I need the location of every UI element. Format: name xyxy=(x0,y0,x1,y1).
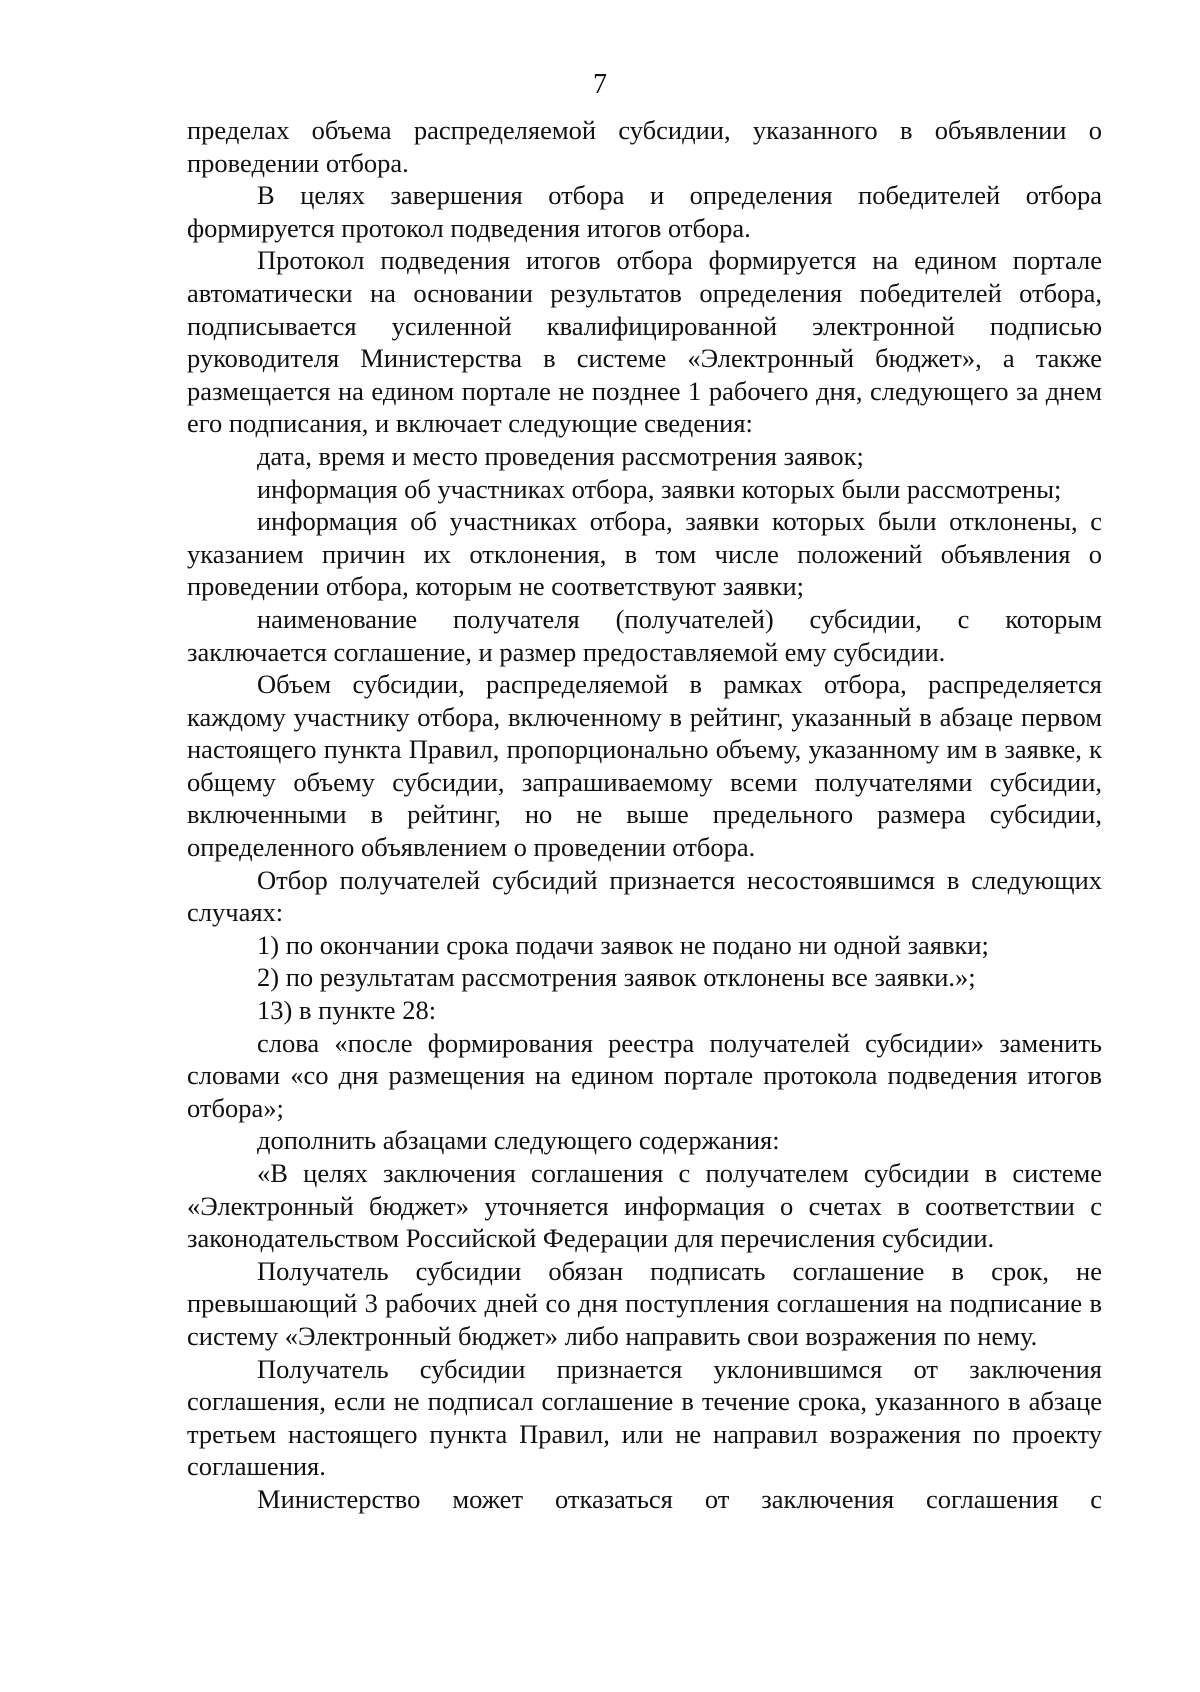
document-body xyxy=(187,114,1102,1516)
paragraph-continuation: пределах объема распределяемой субсидии, указанного в объявлении о проведении отбора. xyxy=(187,115,1102,178)
paragraph: дата, время и место проведения рассмотрения заявок; xyxy=(257,440,864,471)
list-item: 2) по результатам рассмотрения заявок отклонены все заявки.»; xyxy=(257,962,976,993)
paragraph: Получатель субсидии признается уклонившимся от заключения соглашения, если не подписал соглашение в течение срока, указанного в абзаце третьем настоящего пункта Правил, или не направил возражения по проекту соглашения. xyxy=(187,1353,1102,1482)
paragraph: информация об участниках отбора, заявки которых были отклонены, с указанием причин их отклонения, в том числе положений объявления о проведении отбора, которым не соответствуют заявки; xyxy=(187,506,1102,602)
paragraph: Отбор получателей субсидий признается несостоявшимся в следующих случаях: xyxy=(187,864,1102,928)
page-number: 7 xyxy=(593,69,607,100)
paragraph: Протокол подведения итогов отбора формируется на едином портале автоматически на основании результатов определения победителей отбора, подписывается усиленной квалифицированной электронной подписью руководителя Министерства в системе «Электронный бюджет», а также размещается на едином портале не позднее 1 рабочего дня, следующего за днем его подписания, и включает следующие сведения: xyxy=(187,245,1102,439)
list-item: 1) по окончании срока подачи заявок не подано ни одной заявки; xyxy=(257,929,989,960)
paragraph: наименование получателя (получателей) субсидии, с которым заключается соглашение, и размер предоставляемой ему субсидии. xyxy=(187,603,1102,667)
paragraph: Объем субсидии, распределяемой в рамках отбора, распределяется каждому участнику отбора, включенному в рейтинг, указанный в абзаце первом настоящего пункта Правил, пропорционально объему, указанному им в заявке, к общему объему субсидии, запрашиваемому всеми получателями субсидии, включенными в рейтинг, но не выше предельного размера субсидии, определенного объявлением о проведении отбора. xyxy=(187,669,1102,863)
paragraph-truncated: Министерство может отказаться от заключения соглашения с xyxy=(257,1483,1102,1514)
list-item: 13) в пункте 28: xyxy=(257,995,437,1026)
paragraph: дополнить абзацами следующего содержания: xyxy=(257,1125,780,1156)
paragraph: В целях завершения отбора и определения победителей отбора формируется протокол подведения итогов отбора. xyxy=(187,180,1102,243)
paragraph: слова «после формирования реестра получателей субсидии» заменить словами «со дня размещения на едином портале протокола подведения итогов отбора»; xyxy=(187,1027,1102,1123)
paragraph: Получатель субсидии обязан подписать соглашение в срок, не превышающий 3 рабочих дней со дня поступления соглашения на подписание в систему «Электронный бюджет» либо направить свои возражения по нему. xyxy=(187,1255,1102,1351)
paragraph: «В целях заключения соглашения с получателем субсидии в системе «Электронный бюджет» уточняется информация о счетах в соответствии с законодательством Российской Федерации для перечисления субсидии. xyxy=(187,1158,1102,1254)
paragraph: информация об участниках отбора, заявки которых были рассмотрены; xyxy=(257,473,1062,504)
